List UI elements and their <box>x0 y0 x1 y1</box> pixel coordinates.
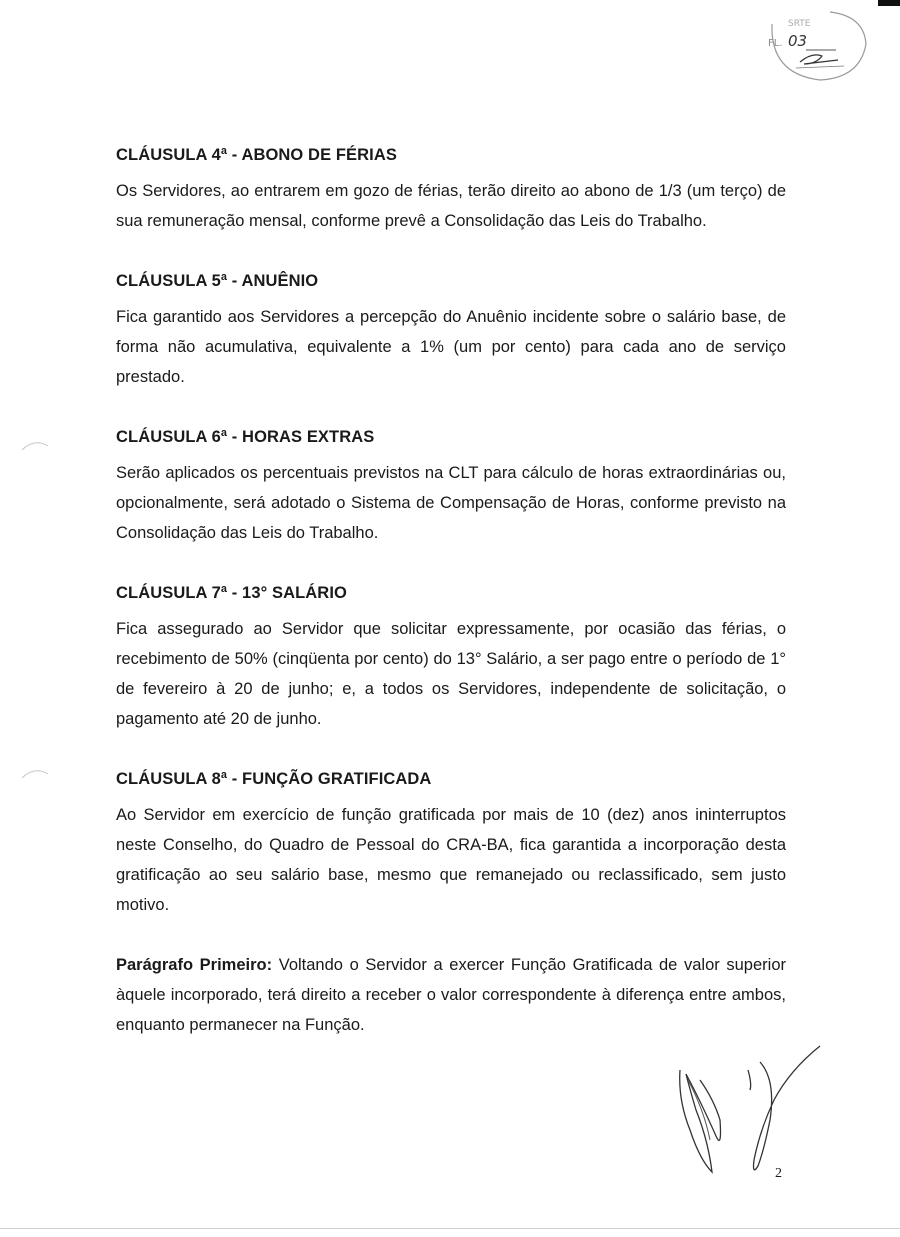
margin-mark <box>20 438 50 452</box>
handwritten-initials <box>660 1040 840 1190</box>
paragraph-body: Voltando o Servidor a exercer Função Gratificada de valor superior àquele incorporado, terá direito a receber o valor correspondente à diferença entre ambos, enquanto permanecer na Função. <box>116 956 786 1034</box>
clause-6 <box>116 422 786 548</box>
margin-mark <box>20 766 50 780</box>
paragraph-primeiro <box>116 950 786 1040</box>
clause-text: Fica assegurado ao Servidor que solicitar expressamente, por ocasião das férias, o recebimento de 50% (cinqüenta por cento) do 13° Salário, a ser pago entre o período de 1° de fevereiro à 20 de junho; e, a todos os Servidores, independente de solicitação, o pagamento até 20 de junho. <box>116 620 786 728</box>
clause-title: CLÁUSULA 8ª - FUNÇÃO GRATIFICADA <box>116 770 432 788</box>
scan-edge-mark <box>878 0 900 6</box>
stamp-number: 03 <box>788 32 808 50</box>
clause-title: CLÁUSULA 5ª - ANUÊNIO <box>116 272 319 290</box>
clause-title: CLÁUSULA 7ª - 13° SALÁRIO <box>116 584 347 602</box>
clause-5 <box>116 266 786 392</box>
clause-8 <box>116 764 786 920</box>
clause-text: Fica garantido aos Servidores a percepção do Anuênio incidente sobre o salário base, de forma não acumulativa, equivalente a 1% (um por cento) para cada ano de serviço prestado. <box>116 308 786 386</box>
clause-text: Serão aplicados os percentuais previstos na CLT para cálculo de horas extraordinárias ou, opcionalmente, será adotado o Sistema de Compensação de Horas, conforme previsto na Consolidação das Leis do Trabalho. <box>116 464 786 542</box>
stamp-line2: FL. <box>768 38 783 49</box>
clause-text: Os Servidores, ao entrarem em gozo de férias, terão direito ao abono de 1/3 (um terço) de sua remuneração mensal, conforme prevê a Consolidação das Leis do Trabalho. <box>116 182 786 230</box>
document-body <box>116 140 786 1040</box>
registry-stamp <box>760 4 872 90</box>
paragraph-text <box>116 950 786 1040</box>
paragraph-label: Parágrafo Primeiro: <box>116 956 273 974</box>
stamp-line1: SRTE <box>788 19 811 29</box>
clause-title: CLÁUSULA 4ª - ABONO DE FÉRIAS <box>116 146 397 164</box>
clause-text: Ao Servidor em exercício de função gratificada por mais de 10 (dez) anos ininterruptos neste Conselho, do Quadro de Pessoal do CRA-BA, fica garantida a incorporação desta gratificação ao seu salário base, mesmo que remanejado ou reclassificado, sem justo motivo. <box>116 806 786 914</box>
clause-title: CLÁUSULA 6ª - HORAS EXTRAS <box>116 428 375 446</box>
page-number: 2 <box>775 1166 782 1181</box>
clause-7 <box>116 578 786 734</box>
clause-4 <box>116 140 786 236</box>
page-bottom-edge <box>0 1228 900 1229</box>
